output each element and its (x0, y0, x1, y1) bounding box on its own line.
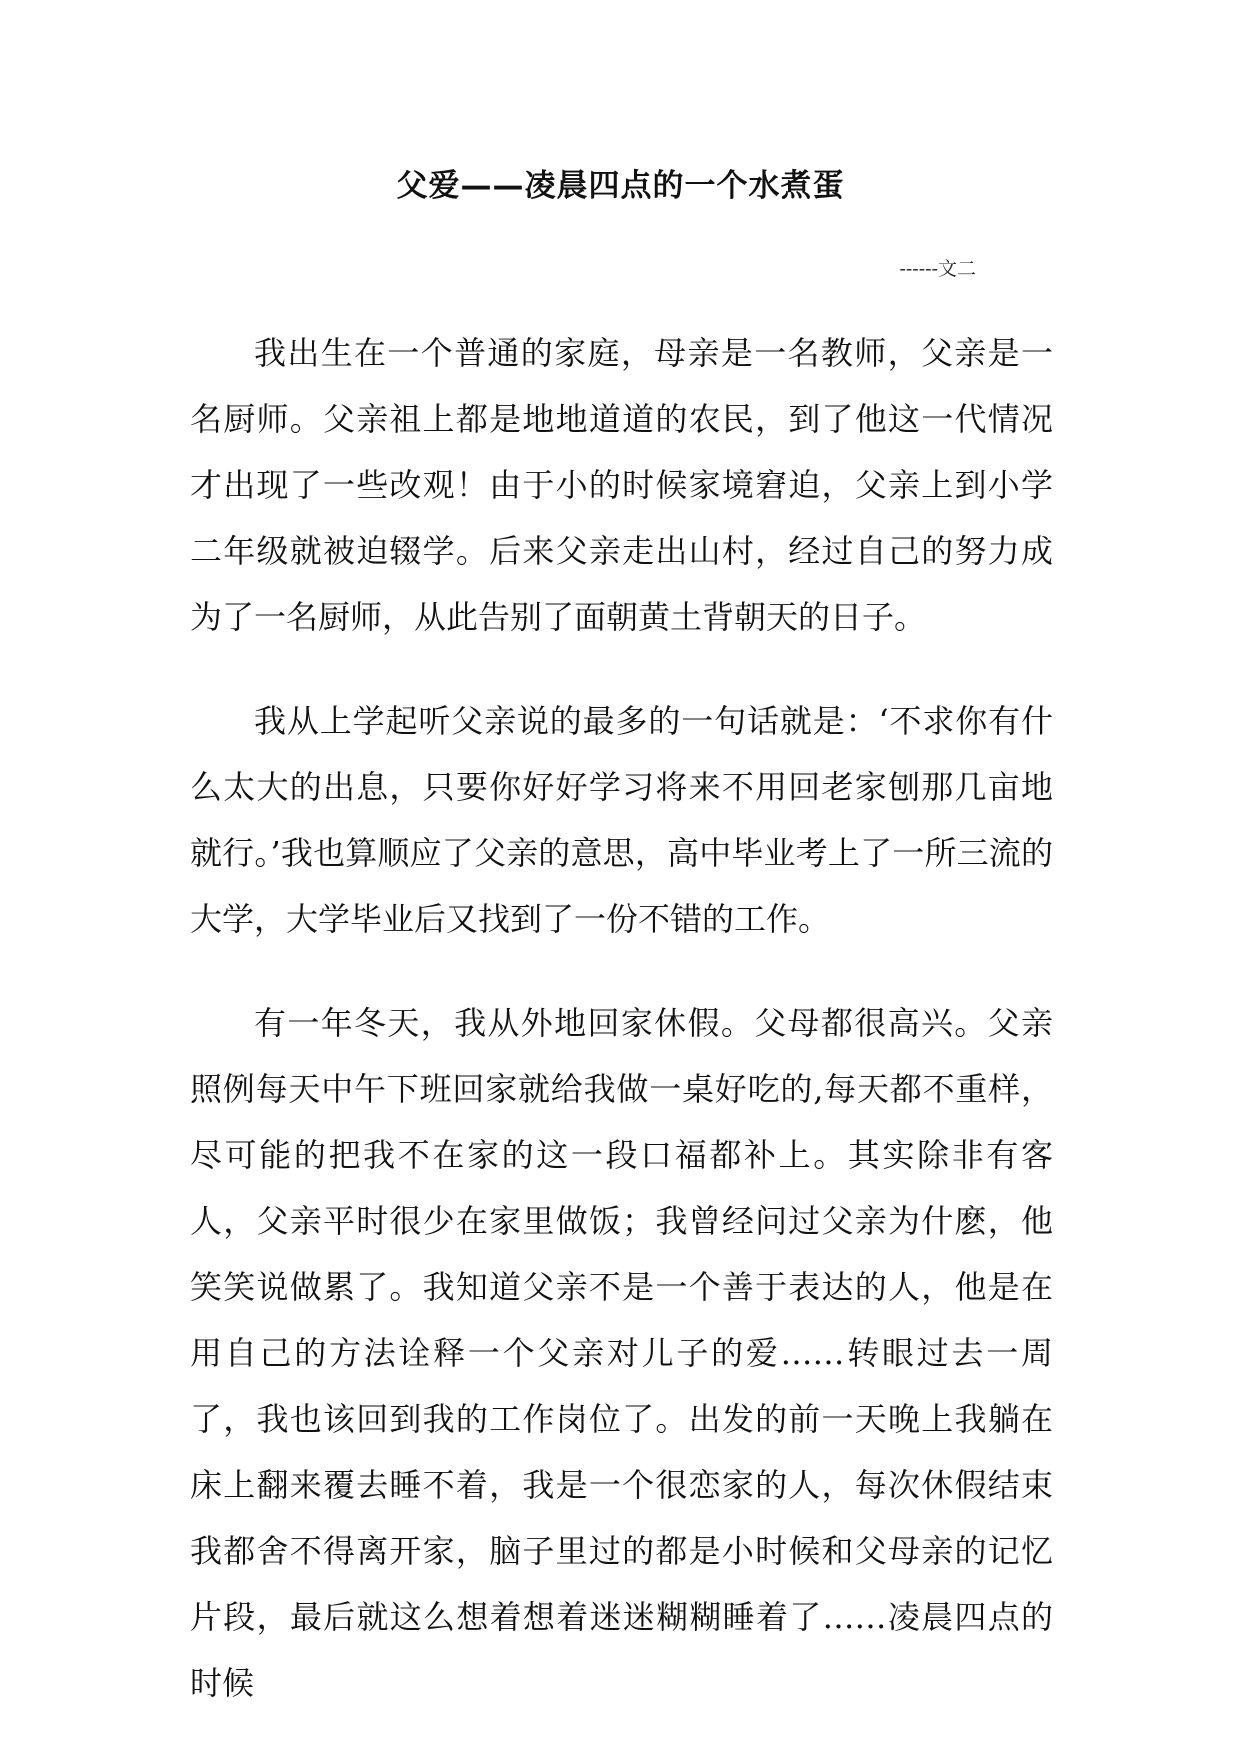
paragraph-1: 我出生在一个普通的家庭，母亲是一名教师，父亲是一名厨师。父亲祖上都是地地道道的农民，到了他这一代情况才出现了一些改观！由于小的时候家境窘迫，父亲上到小学二年级就被迫辍学。后来父亲走出山村，经过自己的努力成为了一名厨师，从此告别了面朝黄土背朝天的日子。 (190, 334, 1053, 636)
paragraph-3: 有一年冬天，我从外地回家休假。父母都很高兴。父亲照例每天中午下班回家就给我做一桌好吃的,每天都不重样，尽可能的把我不在家的这一段口福都补上。其实除非有客人，父亲平时很少在家里做饭；我曾经问过父亲为什麽，他笑笑说做累了。我知道父亲不是一个善于表达的人，他是在用自己的方法诠释一个父亲对儿子的爱……转眼过去一周了，我也该回到我的工作岗位了。出发的前一天晚上我躺在床上翻来覆去睡不着，我是一个很恋家的人，每次休假结束我都舍不得离开家，脑子里过的都是小时候和父母亲的记忆片段，最后就这么想着想着迷迷糊糊睡着了……凌晨四点的时候 (190, 1004, 1053, 1702)
document-title: 父爱——凌晨四点的一个水煮蛋 (396, 168, 845, 204)
author-line: ------文二 (899, 258, 976, 280)
paragraph-2: 我从上学起听父亲说的最多的一句话就是：‘不求你有什么太大的出息，只要你好好学习将来不用回老家刨那几亩地就行。’我也算顺应了父亲的意思，高中毕业考上了一所三流的大学，大学毕业后又找到了一份不错的工作。 (190, 702, 1053, 938)
document-body (190, 320, 1053, 1754)
